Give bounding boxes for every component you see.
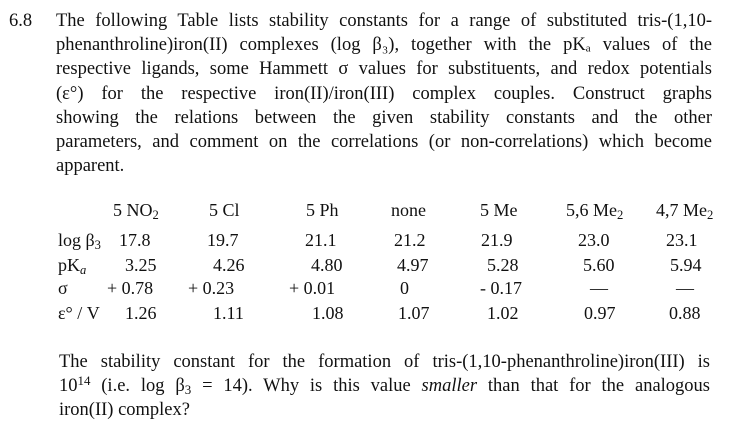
table-cell: 21.9 — [481, 230, 513, 250]
closing-question — [59, 350, 710, 423]
table-cell: 1.11 — [213, 303, 244, 323]
table-cell: 1.02 — [487, 303, 519, 323]
table-cell: 5.60 — [583, 255, 615, 275]
table-cell: + 0.78 — [107, 278, 154, 298]
question-intro — [56, 9, 712, 178]
intro-line: (ε°) for the respective iron(II)/iron(III) complex couples. Construct graphs — [56, 83, 712, 104]
column-header-5-cl: 5 Cl — [209, 200, 240, 220]
row-label-epsilon: ε° / V — [58, 303, 100, 323]
intro-line: The following Table lists stability constants for a range of substituted tris-(1,10- — [56, 11, 712, 31]
table-cell: 0 — [400, 278, 409, 298]
closing-line: iron(II) complex? — [59, 400, 190, 421]
table-cell: - 0.17 — [480, 278, 522, 298]
column-header-56-me2: 5,6 $Me_2$ — [566, 200, 624, 223]
table-cell: 4.97 — [397, 255, 429, 275]
row-label-log-beta3: $\log \beta_3$ — [58, 230, 101, 253]
column-header-5-no2: 5 $NO_2$ — [113, 200, 159, 223]
row-label-sigma: σ — [58, 278, 68, 298]
table-cell: 4.26 — [213, 255, 245, 275]
table-cell: — — [590, 278, 608, 298]
intro-line: apparent. — [56, 156, 125, 177]
table-cell: 0.97 — [584, 303, 616, 323]
question-number: 6.8 — [9, 11, 33, 31]
table-cell: 1.26 — [125, 303, 157, 323]
intro-line: parameters, and comment on the correlations (or non-correlations) which become — [56, 132, 712, 153]
table-cell: 1.07 — [398, 303, 430, 323]
table-cell: 23.1 — [666, 230, 698, 250]
table-cell: 0.88 — [669, 303, 701, 323]
closing-line: The stability constant for the formation of tris-(1,10-phenanthroline)iron(III) is — [59, 352, 710, 372]
table-cell: 19.7 — [207, 230, 239, 250]
table-cell: 3.25 — [125, 255, 157, 275]
intro-line: respective ligands, some Hammett σ values for substituents, and redox potentials — [56, 59, 712, 80]
table-cell: 21.2 — [394, 230, 426, 250]
column-header-5-ph: 5 Ph — [306, 200, 339, 220]
column-header-47-me2: 4,7 $Me_2$ — [656, 200, 714, 223]
table-cell: 21.1 — [305, 230, 337, 250]
table-cell: 23.0 — [578, 230, 610, 250]
table-cell: 5.28 — [487, 255, 519, 275]
table-cell: 17.8 — [119, 230, 151, 250]
row-label-pka: $pK_a$ — [58, 255, 87, 278]
table-cell: + 0.23 — [188, 278, 235, 298]
table-cell: 4.80 — [311, 255, 343, 275]
table-cell: + 0.01 — [289, 278, 336, 298]
intro-line: phenanthroline)iron(II) complexes (log β₃), together with the pKₐ values of the — [56, 35, 712, 56]
closing-line: $10^{14}$ (i.e. $\log \beta_3 = 14$). Why is this value smaller than that for the analogous — [59, 373, 710, 398]
column-header-5-me: 5 Me — [480, 200, 518, 220]
table-cell: — — [676, 278, 694, 298]
column-header-none: none — [391, 200, 426, 220]
table-cell: 1.08 — [312, 303, 344, 323]
table-cell: 5.94 — [670, 255, 702, 275]
intro-line: showing the relations between the given stability constants and the other — [56, 107, 712, 128]
